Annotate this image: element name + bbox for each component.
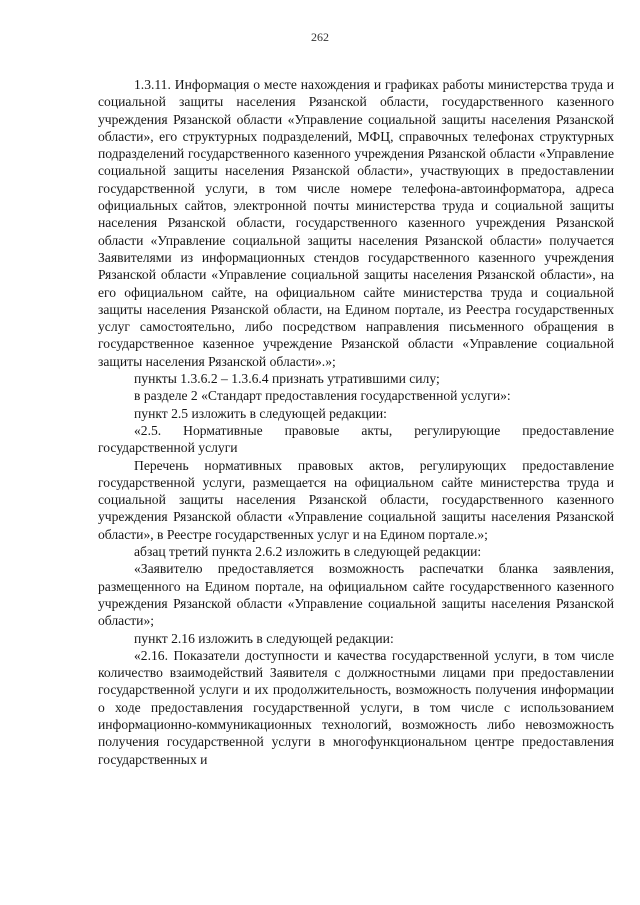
- paragraph-2-16-intro: пункт 2.16 изложить в следующей редакции:: [134, 630, 394, 646]
- paragraph-1-3-11: 1.3.11. Информация о месте нахождения и графиках работы министерства труда и социальной защиты населения Рязанской области, государственного казенного учреждения Рязанской области «Управление социальной защиты населения Рязанской области», его структурных подразделений, МФЦ, справочных телефонах структурных подразделений государственного казенного учреждения Рязанской области «Управление социальной защиты населения Рязанской области», участвующих в предоставлении государственной услуги, в том числе номере телефона-автоинформатора, адреса официальных сайтов, электронной почты министерства труда и социальной защиты населения Рязанской области, государственного казенного учреждения Рязанской области «Управление социальной защиты населения Рязанской области» получается Заявителями из информационных стендов государственного казенного учреждения Рязанской области «Управление социальной защиты населения Рязанской области», на его официальном сайте, на официальном сайте министерства труда и социальной защиты населения Рязанской области, на Едином портале, из Реестра государственных услуг самостоятельно, либо посредством направления письменного обращения в государственное казенное учреждение Рязанской области «Управление социальной защиты населения Рязанской области».»;: [98, 77, 614, 369]
- paragraph-repeal-1-3-6: пункты 1.3.6.2 – 1.3.6.4 признать утратившими силу;: [134, 371, 440, 387]
- paragraph-2-16-body: «2.16. Показатели доступности и качества государственной услуги, в том числе количество взаимодействий Заявителя с должностными лицами при предоставлении государственной услуги и их продолжительность, возможность получения информации о ходе предоставления государственной услуги, в том числе с использованием информационно-коммуникационных технологий, возможность либо невозможность получения государственной услуги в многофункциональном центре предоставления государственных и: [98, 647, 614, 767]
- paragraph-section-2: в разделе 2 «Стандарт предоставления государственной услуги»:: [134, 388, 511, 404]
- document-body: [98, 76, 614, 768]
- paragraph-item-2-5-intro: пункт 2.5 изложить в следующей редакции:: [134, 405, 387, 421]
- page-number: 262: [311, 30, 329, 44]
- paragraph-2-5-body: Перечень нормативных правовых актов, регулирующих предоставление государственной услуги, размещается на официальном сайте министерства труда и социальной защиты населения Рязанской области, государственного казенного учреждения Рязанской области «Управление социальной защиты населения Рязанской области», в Реестре государственных услуг и на Едином портале.»;: [98, 457, 614, 542]
- paragraph-2-5-heading: «2.5. Нормативные правовые акты, регулирующие предоставление государственной услуги: [98, 422, 614, 456]
- paragraph-2-6-2-intro: абзац третий пункта 2.6.2 изложить в следующей редакции:: [134, 544, 482, 560]
- paragraph-2-6-2-body: «Заявителю предоставляется возможность распечатки бланка заявления, размещенного на Едином портале, на официальном сайте государственного казенного учреждения Рязанской области «Управление социальной защиты населения Рязанской области»;: [98, 561, 614, 629]
